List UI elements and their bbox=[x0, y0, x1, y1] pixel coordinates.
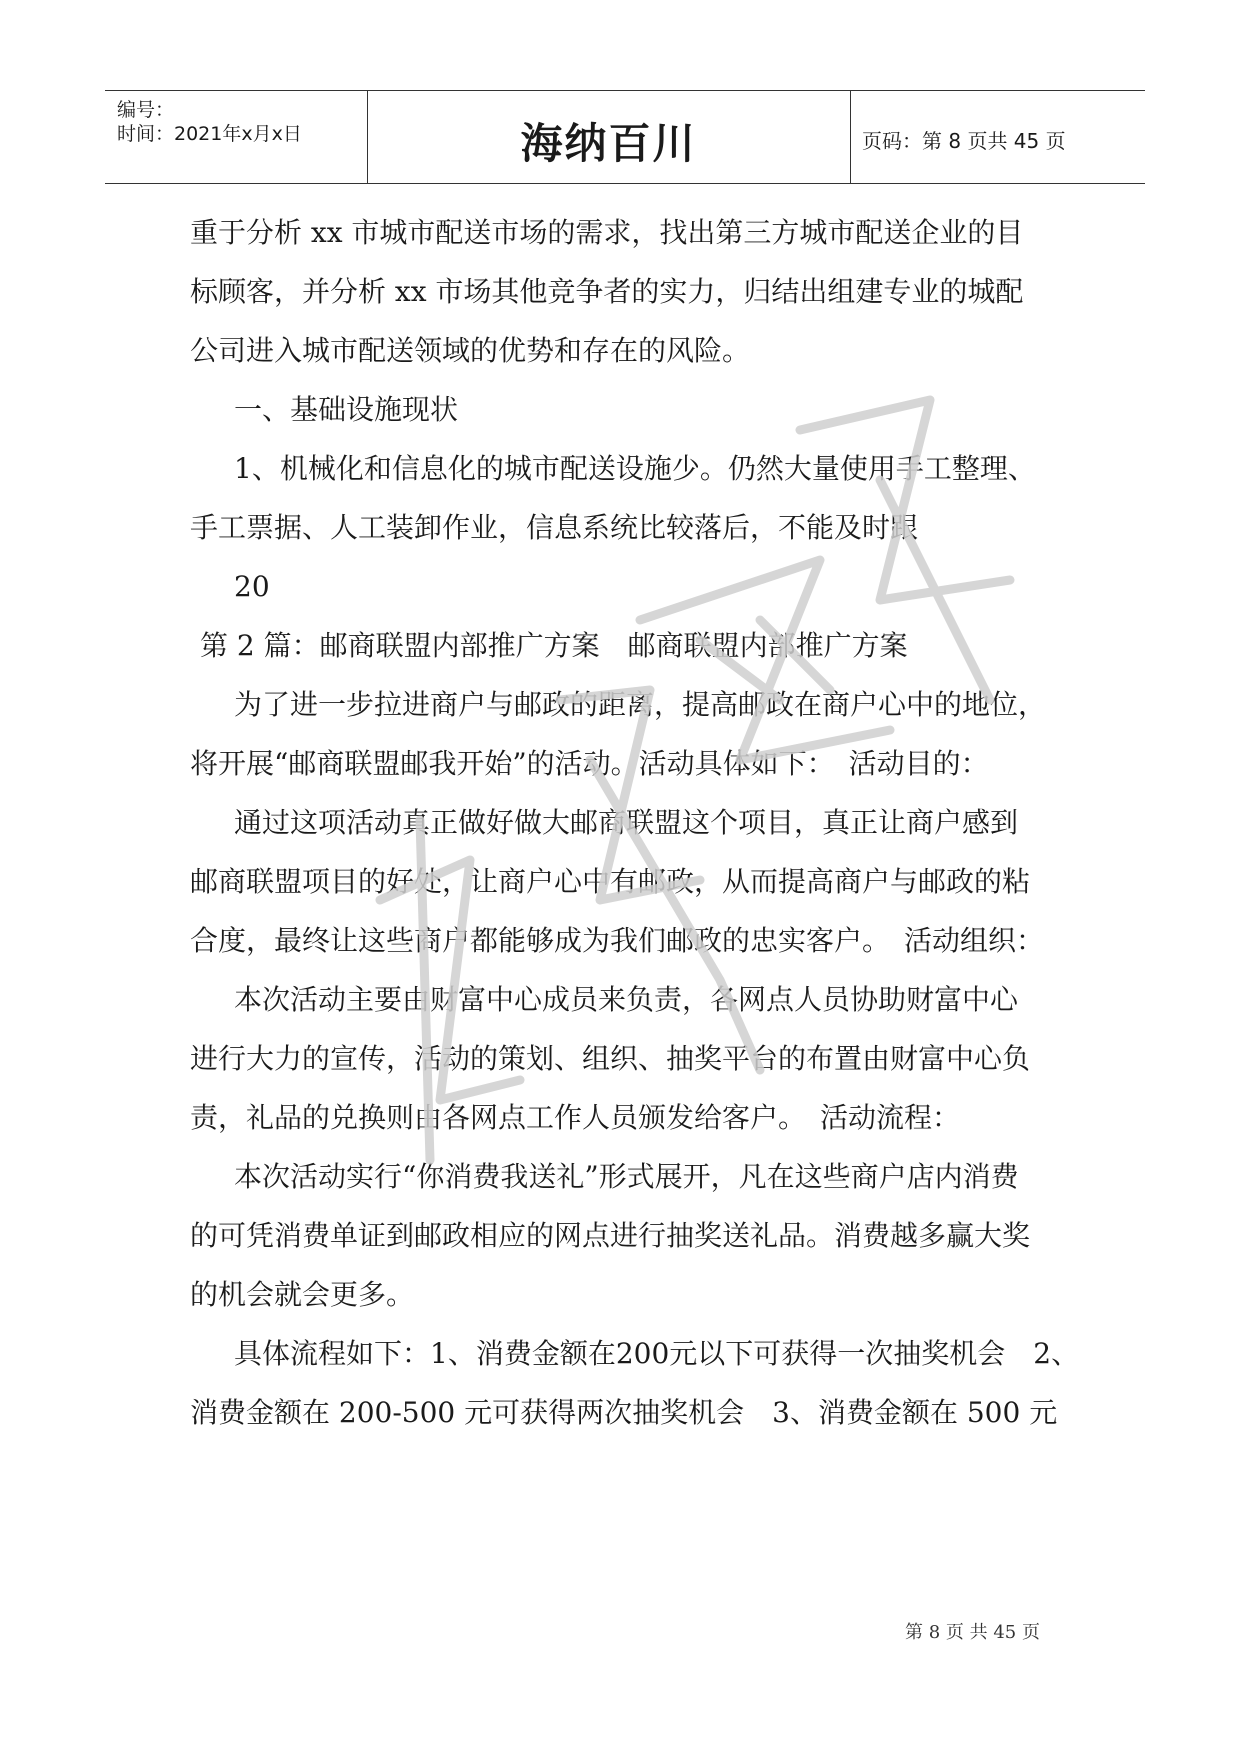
brand-title: 海纳百川 bbox=[520, 119, 697, 168]
body-line: 标顾客，并分析 xx 市场其他竞争者的实力，归结出组建专业的城配 bbox=[190, 275, 1024, 308]
body-line: 具体流程如下：1、消费金额在200元以下可获得一次抽奖机会 2、 bbox=[234, 1337, 1080, 1370]
body-line: 责，礼品的兑换则由各网点工作人员颁发给客户。 活动流程： bbox=[190, 1101, 961, 1134]
body-line: 邮商联盟项目的好处，让商户心中有邮政，从而提高商户与邮政的粘 bbox=[190, 865, 1031, 898]
body-line: 将开展“邮商联盟邮我开始”的活动。活动具体如下： 活动目的： bbox=[190, 747, 989, 780]
header-meta-cell bbox=[105, 91, 368, 183]
body-line: 为了进一步拉进商户与邮政的距离，提高邮政在商户心中的地位， bbox=[234, 688, 1047, 721]
body-line: 手工票据、人工装卸作业，信息系统比较落后，不能及时跟 bbox=[190, 511, 919, 544]
header-page-cell bbox=[850, 91, 1145, 183]
body-line: 20 bbox=[234, 570, 270, 603]
body-line: 公司进入城市配送领域的优势和存在的风险。 bbox=[190, 334, 751, 367]
body-line: 进行大力的宣传，活动的策划、组织、抽奖平台的布置由财富中心负 bbox=[190, 1042, 1031, 1075]
page-footer: 第 8 页 共 45 页 bbox=[905, 1622, 1040, 1643]
document-header bbox=[105, 90, 1145, 184]
body-line: 本次活动主要由财富中心成员来负责，各网点人员协助财富中心 bbox=[234, 983, 1019, 1016]
document-time-label: 时间：2021年x月x日 bbox=[117, 123, 302, 145]
section-heading: 一、基础设施现状 bbox=[234, 393, 459, 426]
body-line: 本次活动实行“你消费我送礼”形式展开，凡在这些商户店内消费 bbox=[234, 1160, 1019, 1193]
body-line: 消费金额在 200-500 元可获得两次抽奖机会 3、消费金额在 500 元 bbox=[190, 1396, 1058, 1429]
body-line: 重于分析 xx 市城市配送市场的需求，找出第三方城市配送企业的目 bbox=[190, 216, 1024, 249]
body-line: 的机会就会更多。 bbox=[190, 1278, 415, 1311]
header-brand-cell bbox=[367, 91, 851, 183]
document-number-label: 编号： bbox=[117, 99, 175, 121]
body-line: 1、机械化和信息化的城市配送设施少。仍然大量使用手工整理、 bbox=[234, 452, 1036, 485]
body-line: 合度，最终让这些商户都能够成为我们邮政的忠实客户。 活动组织： bbox=[190, 924, 1045, 957]
header-page-info: 页码：第 8 页共 45 页 bbox=[862, 129, 1066, 153]
article-title: 第 2 篇：邮商联盟内部推广方案 邮商联盟内部推广方案 bbox=[200, 629, 908, 662]
body-line: 通过这项活动真正做好做大邮商联盟这个项目，真正让商户感到 bbox=[234, 806, 1019, 839]
body-line: 的可凭消费单证到邮政相应的网点进行抽奖送礼品。消费越多赢大奖 bbox=[190, 1219, 1031, 1252]
